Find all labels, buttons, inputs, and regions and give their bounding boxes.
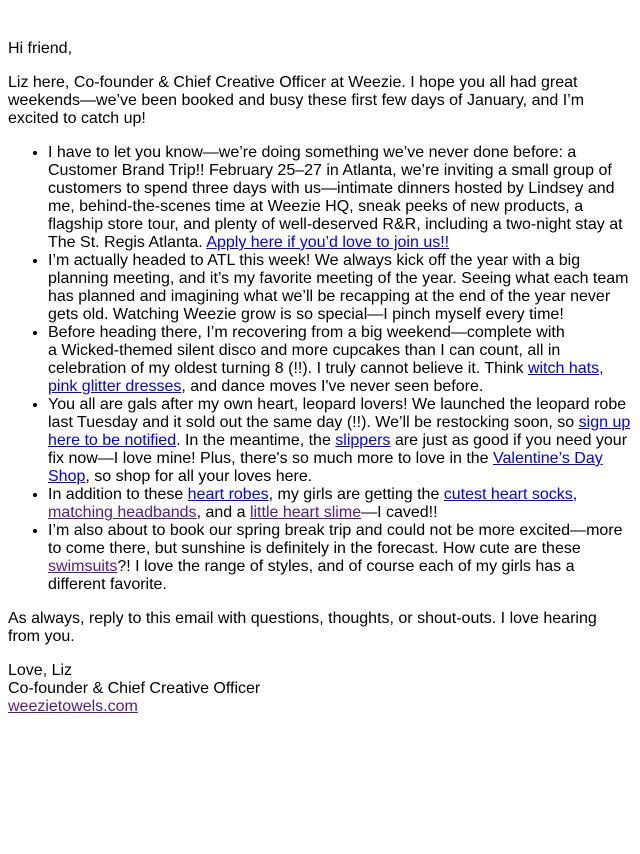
signature-block: Love, Liz Co-founder & Chief Creative Officer weezietowels.com [8,662,261,715]
valentines-day-shop-link[interactable]: Valentine’s Day Shop [48,450,603,485]
list-item-birthday-weekend: • Before heading there, I’m recovering from a big weekend—complete with a Wicked-themed silent disco and more cupcakes than I can count, all in celebration of my oldest turning 8 (!!). I truly cannot believe it. Think witch hats, pink glitter dresses, and dance moves I've never seen before. [48,324,632,396]
restock-signup-link[interactable]: sign up here to be notified [48,414,631,449]
bullet-list [8,144,632,594]
witch-hats-dresses-link[interactable]: witch hats, pink glitter dresses [48,360,604,395]
slippers-link[interactable]: slippers [335,432,391,449]
list-item-leopard-robe: • You all are gals after my own heart, leopard lovers! We launched the leopard robe last Tuesday and it sold out the same day (!!). We’ll be restocking soon, so sign up here to be notified. In the meantime, the slippers are just as good if you need your fix now—I love mine! Plus, there's so much more to love in the Valentine’s Day Shop, so shop for all your loves here. [48,396,632,486]
list-item-valentine-gifts: • In addition to these heart robes, my girls are getting the cutest heart socks, matching headbands, and a little heart slime—I caved!! [48,486,632,522]
weezietowels-link[interactable]: weezietowels.com [8,698,138,715]
list-item-atl-planning: • I’m actually headed to ATL this week! We always kick off the year with a big planning meeting, and it’s my favorite meeting of the year. Seeing what each team has planned and imagining what we’ll be recapping at the end of the year never gets old. Watching Weezie grow is so special—I pinch myself every time! [48,252,632,324]
list-item-brand-trip: • I have to let you know—we’re doing something we’ve never done before: a Customer Brand Trip!! February 25–27 in Atlanta, we’re inviting a small group of customers to spend three days with us—intimate dinners hosted by Lindsey and me, behind-the-scenes time at Weezie HQ, sneak peeks of new products, a flagship store tour, and plenty of well-deserved R&R, including a two-night stay at The St. Regis Atlanta. Apply here if you’d love to join us!! [48,144,632,252]
apply-trip-link[interactable]: Apply here if you’d love to join us!! [206,234,450,251]
intro-paragraph: Liz here, Co-founder & Chief Creative Officer at Weezie. I hope you all had great weekends—we’ve been booked and busy these first few days of January, and I’m excited to catch up! [8,74,585,127]
list-item-spring-break: • I’m also about to book our spring break trip and could not be more excited—more to come there, but sunshine is definitely in the forecast. How cute are these swimsuits?! I love the range of styles, and of course each of my girls has a different favorite. [48,522,632,594]
greeting-paragraph: Hi friend, [8,40,73,57]
heart-socks-link[interactable]: cutest heart socks [443,486,573,503]
heart-slime-link[interactable]: little heart slime [249,504,362,521]
heart-robes-link[interactable]: heart robes [187,486,269,503]
closing-paragraph: As always, reply to this email with questions, thoughts, or shout-outs. I love hearing from you. [8,610,597,645]
matching-headbands-link[interactable]: matching headbands [48,504,197,521]
swimsuits-link[interactable]: swimsuits [48,558,118,575]
